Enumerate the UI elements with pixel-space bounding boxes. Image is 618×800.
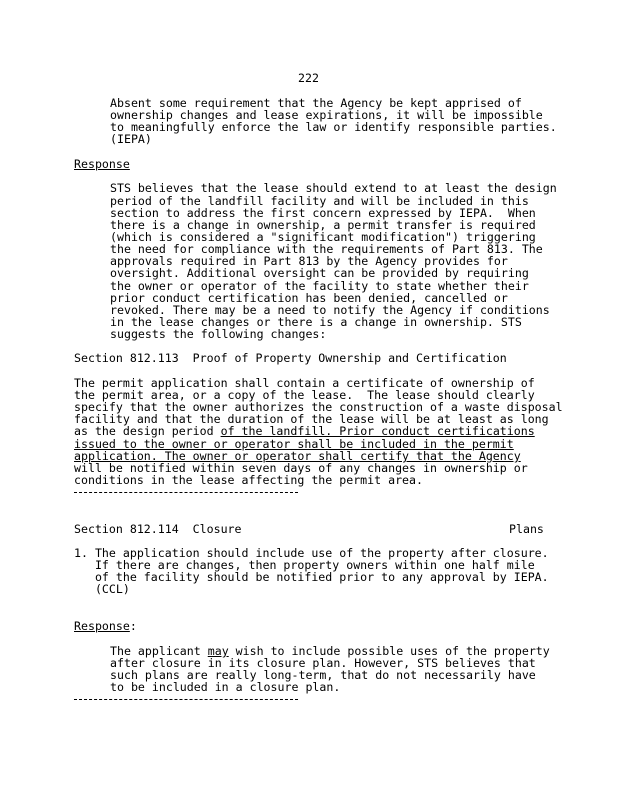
text-line: the permit area, or a copy of the lease. The lease should clearly [74, 388, 535, 402]
inserted-text: issued to the owner or operator shall be included in the permit [74, 437, 514, 451]
text-line: facility and that the duration of the lease will be at least as long [74, 412, 549, 426]
emphasis-word: may [207, 644, 229, 658]
text-line: specify that the owner authorizes the construction of a waste disposal [74, 400, 563, 414]
text-line: section to address the first concern expressed by IEPA. When [110, 206, 536, 220]
text-line: after closure in its closure plan. However, STS believes that [110, 656, 536, 670]
text-line: (IEPA) [110, 132, 152, 146]
section-heading-tail: Plans [509, 522, 544, 536]
text-line: conditions in the lease affecting the permit area. [74, 473, 424, 487]
text-segment: as the design period [74, 424, 221, 438]
text-line: there is a change in ownership, a permit transfer is required [110, 218, 536, 232]
text-line: suggests the following changes: [110, 327, 327, 341]
text-line: of the facility should be notified prior to any approval by IEPA. [74, 570, 549, 584]
text-line: approvals required in Part 813 by the Agency provides for [110, 254, 508, 268]
section-heading: Section 812.114 Closure [74, 522, 242, 536]
text-line: period of the landfill facility and will be included in this [110, 194, 529, 208]
response-colon: : [129, 619, 137, 633]
section-heading: Section 812.113 Proof of Property Ownership and Certification [74, 351, 507, 365]
text-line: revoked. There may be a need to notify the Agency if conditions [110, 303, 550, 317]
text-line: to meaningfully enforce the law or identify responsible parties. [110, 120, 557, 134]
page-number: 222 [298, 71, 319, 85]
separator-rule [74, 699, 298, 700]
response-heading: Response [74, 157, 130, 171]
text-line: The permit application shall contain a certificate of ownership of [74, 376, 535, 390]
response-heading [74, 620, 137, 632]
inserted-text: of the landfill. Prior conduct certifications [220, 424, 535, 438]
text-line: (which is considered a "significant modification") triggering [110, 230, 536, 244]
text-line: prior conduct certification has been denied, cancelled or [110, 291, 508, 305]
text-line: oversight. Additional oversight can be provided by requiring [110, 266, 529, 280]
text-line [74, 425, 535, 437]
text-line: STS believes that the lease should extend to at least the design [110, 181, 557, 195]
text-line: (CCL) [74, 582, 130, 596]
text-line: Absent some requirement that the Agency be kept apprised of [110, 96, 522, 110]
text-line: 1. The application should include use of the property after closure. [74, 546, 549, 560]
text-line: ownership changes and lease expirations, it will be impossible [110, 108, 543, 122]
text-line: to be included in a closure plan. [110, 680, 341, 694]
text-line: the owner or operator of the facility to state whether their [110, 279, 529, 293]
text-line: will be notified within seven days of any changes in ownership or [74, 461, 528, 475]
text-segment: The applicant [110, 644, 208, 658]
text-line: the need for compliance with the requirements of Part 813. The [110, 242, 543, 256]
separator-rule [74, 492, 298, 493]
text-line: such plans are really long-term, that do not necessarily have [110, 668, 536, 682]
text-line: in the lease changes or there is a change in ownership. STS [110, 315, 522, 329]
inserted-text: application. The owner or operator shall certify that the Agency [74, 449, 521, 463]
text-line: If there are changes, then property owners within one half mile [74, 558, 535, 572]
text-segment: wish to include possible uses of the property [228, 644, 550, 658]
response-label: Response [74, 619, 130, 633]
